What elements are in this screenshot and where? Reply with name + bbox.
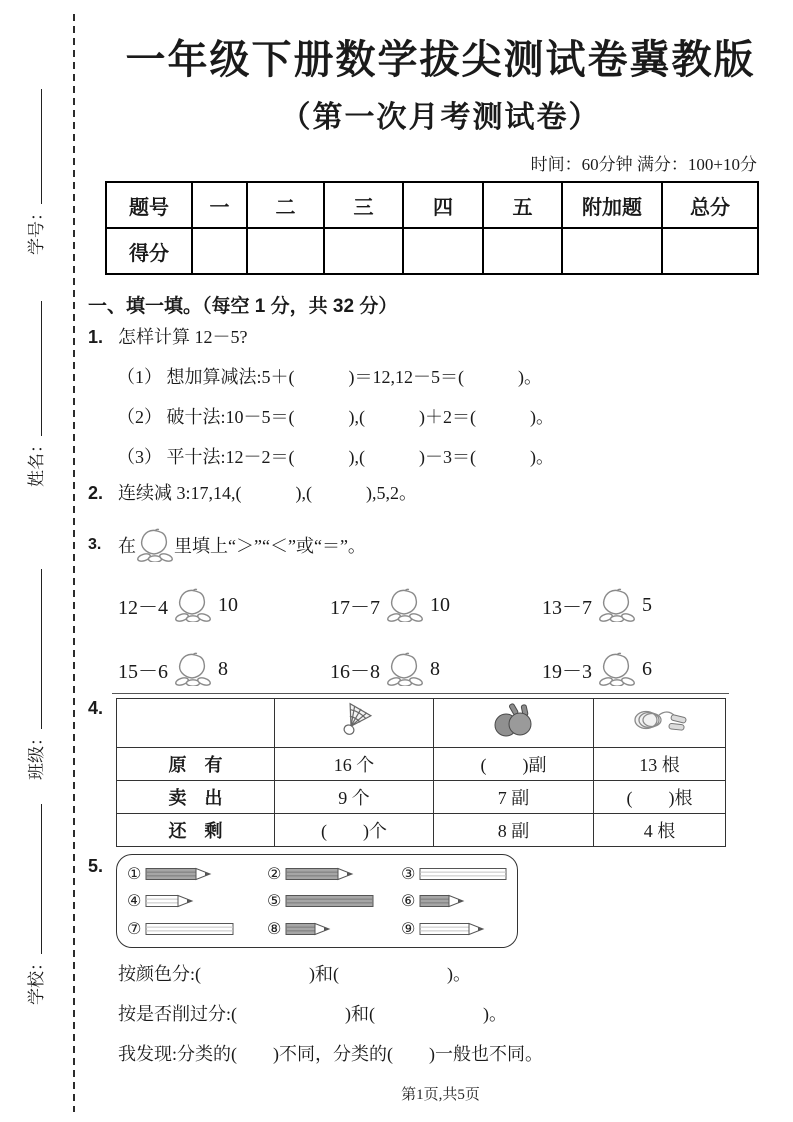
jump-rope-icon [594, 699, 726, 748]
value: 5 [642, 593, 652, 616]
class-blank-line [26, 569, 42, 729]
table-tennis-paddles-icon [434, 699, 594, 748]
score-empty-cell [247, 228, 324, 274]
row-label: 卖 出 [117, 781, 275, 814]
q4-cell: ( )根 [594, 781, 726, 814]
pencil-icon [285, 867, 354, 881]
page-number-footer: 第1页,共5页 [401, 1087, 480, 1103]
value: 6 [642, 657, 652, 680]
score-header-cell: 题号 [106, 182, 192, 228]
pencil-item [127, 863, 267, 885]
question-number: 3. [88, 536, 102, 553]
comparison-item [542, 652, 652, 686]
margin-dashed-separator [73, 14, 75, 1112]
paper-title: 一年级下册数学拔尖测试卷冀教版 [125, 37, 756, 82]
question-number: 2. [88, 483, 104, 503]
score-empty-cell [324, 228, 403, 274]
pencil-item [127, 918, 267, 940]
score-header-cell: 附加题 [562, 182, 662, 228]
pencil-icon [419, 922, 485, 936]
student-id-blank-line [26, 89, 42, 204]
question-1-item-1: （1） 想加算减法:5＋( )＝12,12－5＝( )。 [117, 367, 542, 387]
q4-icon-header-row [117, 699, 726, 748]
pencil-icon [419, 894, 465, 908]
comparison-item [330, 588, 450, 622]
question-4-table [116, 698, 726, 847]
score-header-cell: 总分 [662, 182, 758, 228]
margin-field-school [26, 804, 48, 1005]
time-and-score-info: 时间：60分钟 满分：100+10分 [530, 155, 757, 174]
question-number: 5. [88, 856, 104, 876]
q4-cell: ( )副 [434, 748, 594, 781]
comparison-item [330, 652, 440, 686]
q4-cell: ( )个 [275, 814, 434, 847]
peach-icon [598, 652, 636, 686]
peach-icon [136, 528, 174, 562]
score-empty-cell [192, 228, 247, 274]
margin-field-class [26, 569, 48, 780]
pencil-icon [285, 894, 374, 908]
question-1-stem [88, 326, 554, 348]
question-3 [88, 528, 366, 562]
pencil-icon [285, 922, 331, 936]
pencil-item [401, 863, 507, 885]
q4-cell: 8 副 [434, 814, 594, 847]
question-text-suffix: 里填上“＞”“＜”或“＝”。 [174, 536, 366, 556]
paper-content [88, 0, 793, 1122]
question-1 [88, 326, 554, 486]
score-empty-cell [662, 228, 758, 274]
comparison-item [118, 588, 238, 622]
question-text: 连续减 3:17,14,( ),( ),5,2。 [118, 483, 417, 503]
pencil-item [401, 918, 507, 940]
student-id-label: 学号： [27, 204, 46, 255]
score-table-score-row [106, 228, 758, 274]
pencil-number: ③ [401, 863, 416, 883]
section-1-heading: 一、填一填。（每空 1 分，共 32 分） [88, 296, 398, 317]
name-label: 姓名： [27, 436, 46, 487]
school-blank-line [26, 804, 42, 954]
value: 10 [218, 593, 238, 616]
pencil-item [267, 918, 401, 940]
pencil-number: ⑤ [267, 891, 282, 910]
question-5-answers [88, 963, 543, 1083]
q4-cell: 13 根 [594, 748, 726, 781]
pencil-icon [145, 922, 234, 936]
peach-icon [598, 588, 636, 622]
q4-row-original [117, 748, 726, 781]
table-top-rule [112, 693, 729, 694]
q4-cell: 4 根 [594, 814, 726, 847]
expression: 12－4 [118, 596, 168, 619]
score-header-cell: 三 [324, 182, 403, 228]
pencil-number: ⑥ [401, 891, 416, 910]
row-label: 原 有 [117, 748, 275, 781]
expression: 17－7 [330, 596, 380, 619]
pencil-item [401, 890, 507, 912]
expression: 16－8 [330, 660, 380, 683]
margin-field-student-id [26, 89, 48, 255]
margin-field-name [26, 301, 48, 487]
score-table-header-row [106, 182, 758, 228]
pencil-number: ④ [127, 891, 142, 910]
expression: 19－3 [542, 660, 592, 683]
q4-cell: 16 个 [275, 748, 434, 781]
score-header-cell: 四 [403, 182, 483, 228]
fill-line-by-color: 按颜色分:( )和( )。 [118, 964, 471, 984]
expression: 13－7 [542, 596, 592, 619]
question-number: 4. [88, 698, 104, 718]
question-number: 1. [88, 327, 104, 347]
pencil-number: ① [127, 863, 142, 883]
score-table [105, 181, 759, 275]
score-empty-cell [562, 228, 662, 274]
pencil-number: ⑦ [127, 918, 142, 938]
peach-icon [386, 588, 424, 622]
score-header-cell: 二 [247, 182, 324, 228]
peach-icon [174, 588, 212, 622]
comparison-item [118, 652, 228, 686]
expression: 15－6 [118, 660, 168, 683]
pencil-icon [145, 867, 212, 881]
fill-line-conclusion: 我发现:分类的( )不同，分类的( )一般也不同。 [118, 1044, 543, 1064]
value: 10 [430, 593, 450, 616]
name-blank-line [26, 301, 42, 436]
row-label: 还 剩 [117, 814, 275, 847]
q4-row-sold [117, 781, 726, 814]
question-text-prefix: 在 [118, 536, 136, 556]
pencil-number: ⑨ [401, 918, 416, 938]
peach-icon [386, 652, 424, 686]
pencil-icon [419, 867, 507, 881]
comparison-item [542, 588, 652, 622]
score-header-cell: 五 [483, 182, 562, 228]
score-empty-cell [403, 228, 483, 274]
score-empty-cell [483, 228, 562, 274]
score-header-cell: 一 [192, 182, 247, 228]
peach-icon [174, 652, 212, 686]
pencil-icon [145, 894, 194, 908]
pencil-item [267, 863, 401, 885]
question-1-item-3: （3） 平十法:12－2＝( ),( )－3＝( )。 [117, 447, 554, 467]
score-label-cell: 得分 [106, 228, 192, 274]
pencil-item [267, 890, 401, 912]
pencil-number: ② [267, 863, 282, 883]
pencil-grid [116, 854, 518, 948]
pencil-item [127, 890, 267, 912]
value: 8 [218, 657, 228, 680]
paper-subtitle: （第一次月考测试卷） [280, 101, 601, 134]
question-5 [88, 852, 793, 952]
school-label: 学校： [27, 954, 46, 1005]
question-1-item-2: （2） 破十法:10－5＝( ),( )＋2＝( )。 [117, 407, 554, 427]
question-3-comparisons [88, 585, 793, 695]
class-label: 班级： [27, 729, 46, 780]
q4-cell: 7 副 [434, 781, 594, 814]
fill-line-by-sharpened: 按是否削过分:( )和( )。 [118, 1004, 507, 1024]
pencil-number: ⑧ [267, 918, 282, 938]
q4-cell: 9 个 [275, 781, 434, 814]
badminton-shuttlecock-icon [275, 699, 434, 748]
question-2 [88, 482, 417, 504]
value: 8 [430, 657, 440, 680]
q4-empty-header-cell [117, 699, 275, 748]
question-text: 怎样计算 12－5? [118, 327, 248, 347]
question-4 [88, 696, 793, 846]
q4-row-remaining [117, 814, 726, 847]
